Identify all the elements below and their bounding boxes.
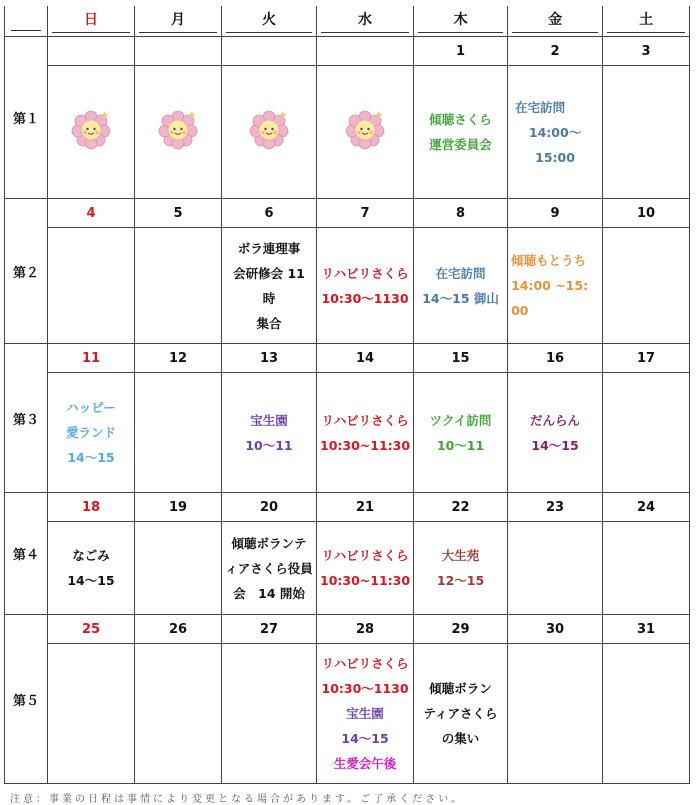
weekday-tue: 火: [222, 6, 317, 37]
date-cell: 7: [317, 199, 414, 228]
day-cell: [603, 373, 690, 493]
day-cell: [508, 644, 603, 784]
date-cell: 12: [135, 344, 222, 373]
weekday-header-row: [5, 6, 690, 37]
date-cell: 17: [603, 344, 690, 373]
date-cell: 14: [317, 344, 414, 373]
day-cell: [48, 644, 135, 784]
date-cell: 21: [317, 493, 414, 522]
date-cell: 13: [222, 344, 317, 373]
weekday-sun: 日: [48, 6, 135, 37]
date-cell: 5: [135, 199, 222, 228]
day-cell: [603, 66, 690, 199]
event-cell: だんらん 14～15: [508, 373, 603, 493]
date-cell: 31: [603, 615, 690, 644]
date-cell: 27: [222, 615, 317, 644]
event-cell: ツクイ訪問 10～11: [414, 373, 508, 493]
footer-note: 注意：事業の日程は事情により変更となる場合があります。ご了承ください。: [10, 794, 465, 805]
date-cell: 11: [48, 344, 135, 373]
event-cell: なごみ 14～15: [48, 522, 135, 615]
date-cell: 23: [508, 493, 603, 522]
day-cell: [603, 522, 690, 615]
flower-mascot-icon: [158, 108, 198, 156]
day-cell: [603, 644, 690, 784]
day-cell: [222, 66, 317, 199]
date-cell: 9: [508, 199, 603, 228]
day-cell: [135, 66, 222, 199]
day-cell: [135, 228, 222, 344]
day-cell: [48, 66, 135, 199]
weekday-fri: 金: [508, 6, 603, 37]
event-cell: リハビリさくら 10:30～1130: [317, 228, 414, 344]
event-cell: リハビリさくら 10:30~11:30: [317, 373, 414, 493]
day-cell: [508, 522, 603, 615]
date-cell: 2: [508, 37, 603, 66]
date-cell: 30: [508, 615, 603, 644]
flower-mascot-icon: [71, 108, 111, 156]
date-cell: 1: [414, 37, 508, 66]
event-cell: 傾聴もとうち 14:00 ~15: 00: [508, 228, 603, 344]
event-cell: ハッピー 愛ランド 14～15: [48, 373, 135, 493]
day-cell: [135, 373, 222, 493]
week-label-4: 第４: [5, 493, 48, 615]
date-cell: 15: [414, 344, 508, 373]
event-cell: リハビリさくら 10:30～1130 宝生園 14～15 生愛会午後: [317, 644, 414, 784]
weekday-sat: 土: [603, 6, 690, 37]
weekday-thu: 木: [414, 6, 508, 37]
date-cell: 24: [603, 493, 690, 522]
event-cell: 宝生園 10～11: [222, 373, 317, 493]
calendar-table: [4, 6, 690, 784]
day-cell: [317, 66, 414, 199]
week-label-3: 第３: [5, 344, 48, 493]
date-cell: 26: [135, 615, 222, 644]
day-cell: [135, 644, 222, 784]
week-label-2: 第２: [5, 199, 48, 344]
date-cell: [317, 37, 414, 66]
date-cell: 22: [414, 493, 508, 522]
event-cell: 大生苑 12～15: [414, 522, 508, 615]
event-cell: 在宅訪問 14:00～ 15:00: [508, 66, 603, 199]
event-cell: ボラ連理事 会研修会 11 時 集合: [222, 228, 317, 344]
weekday-wed: 水: [317, 6, 414, 37]
date-cell: 6: [222, 199, 317, 228]
date-cell: [135, 37, 222, 66]
corner-cell: [5, 6, 48, 37]
date-cell: 18: [48, 493, 135, 522]
date-cell: 10: [603, 199, 690, 228]
day-cell: [48, 228, 135, 344]
event-cell: 在宅訪問 14～15 御山: [414, 228, 508, 344]
event-cell: リハビリさくら 10:30~11:30: [317, 522, 414, 615]
date-cell: [222, 37, 317, 66]
event-cell: 傾聴さくら 運営委員会: [414, 66, 508, 199]
day-cell: [603, 228, 690, 344]
week-label-1: 第１: [5, 37, 48, 199]
date-cell: 20: [222, 493, 317, 522]
date-cell: 8: [414, 199, 508, 228]
date-cell: 28: [317, 615, 414, 644]
weekday-mon: 月: [135, 6, 222, 37]
flower-mascot-icon: [249, 108, 289, 156]
date-cell: 4: [48, 199, 135, 228]
flower-mascot-icon: [345, 108, 385, 156]
event-cell: 傾聴ボランテ ィアさくら役員 会 14 開始: [222, 522, 317, 615]
date-cell: 29: [414, 615, 508, 644]
week-label-5: 第５: [5, 615, 48, 784]
date-cell: [48, 37, 135, 66]
event-cell: 傾聴ボラン ティアさくら の集い: [414, 644, 508, 784]
date-cell: 16: [508, 344, 603, 373]
date-cell: 19: [135, 493, 222, 522]
date-cell: 3: [603, 37, 690, 66]
day-cell: [222, 644, 317, 784]
day-cell: [135, 522, 222, 615]
date-cell: 25: [48, 615, 135, 644]
